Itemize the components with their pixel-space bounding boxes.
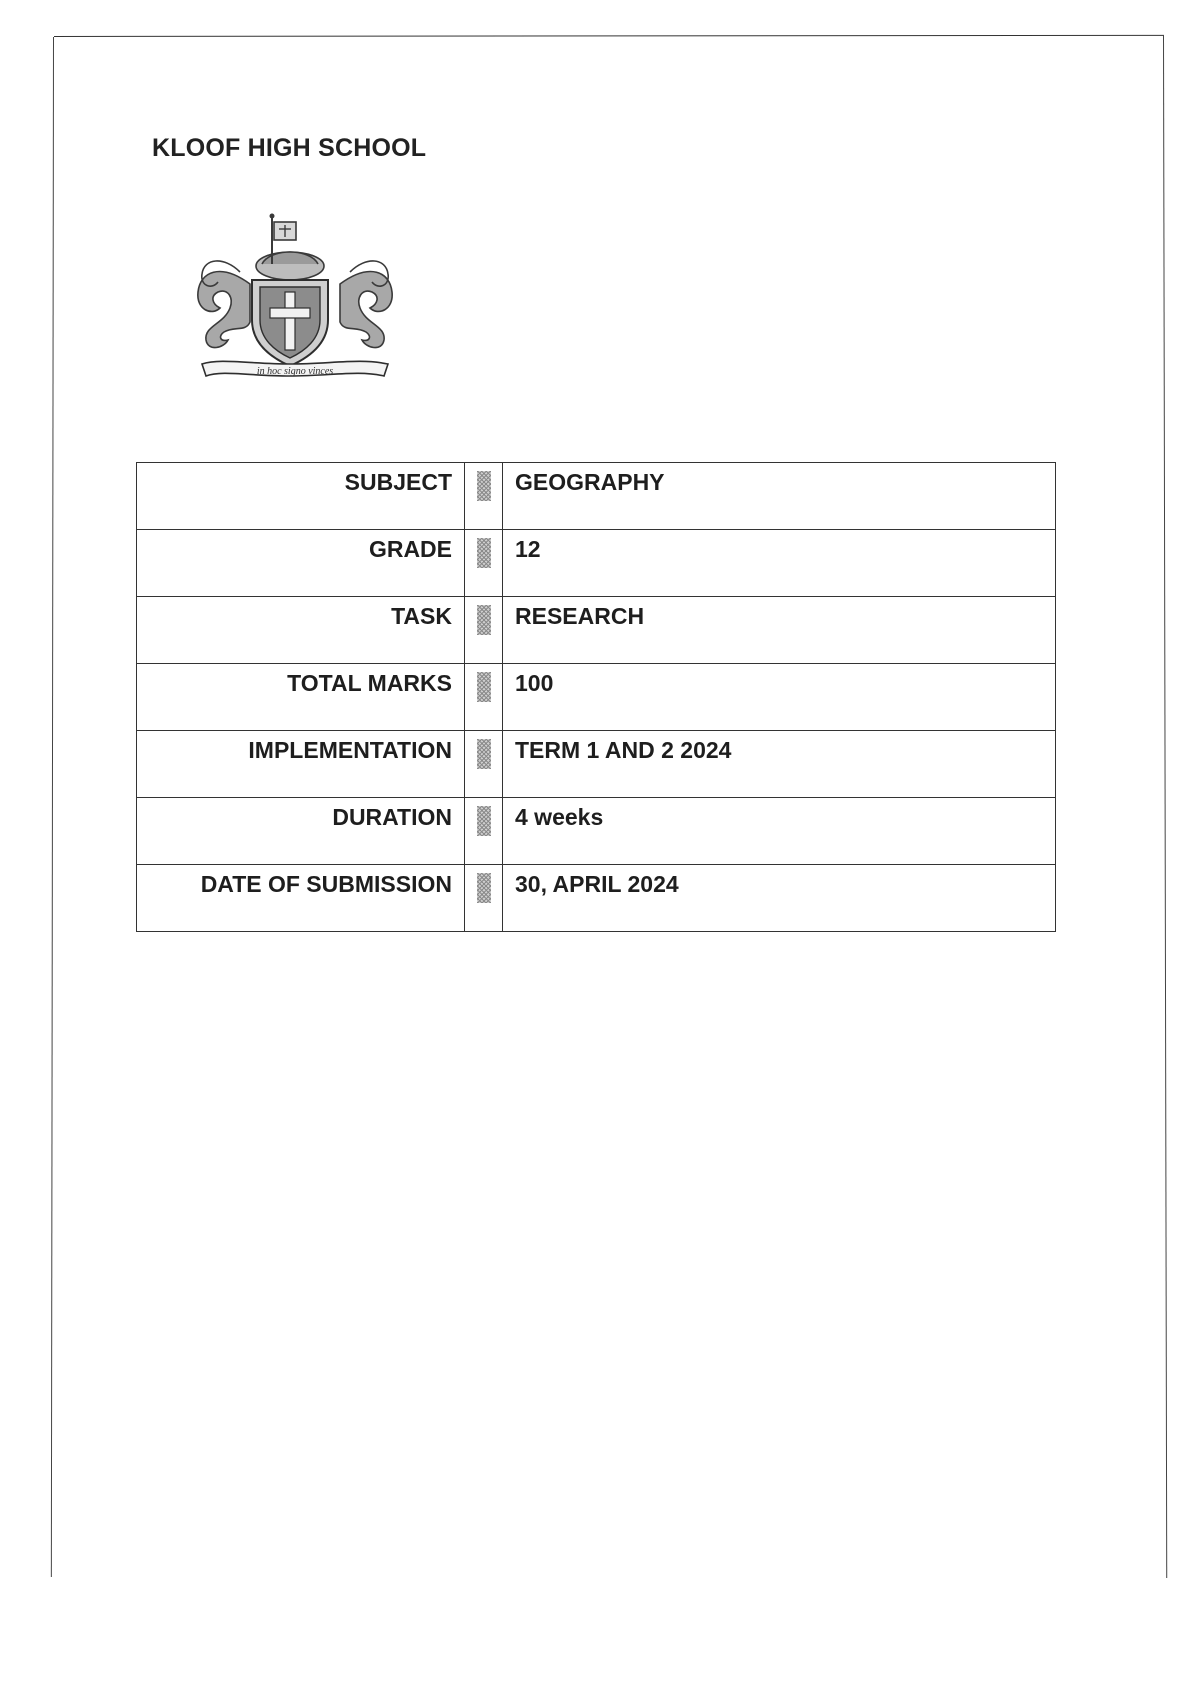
school-crest-logo — [190, 212, 400, 384]
table-row — [137, 865, 1056, 932]
detail-value: 100 — [503, 664, 1056, 731]
separator-mark — [465, 530, 503, 597]
assessment-details-table — [136, 462, 1056, 932]
table-row — [137, 798, 1056, 865]
page-border-left — [51, 37, 54, 1577]
table-row — [137, 731, 1056, 798]
detail-value: 12 — [503, 530, 1056, 597]
detail-value: TERM 1 AND 2 2024 — [503, 731, 1056, 798]
detail-label: TOTAL MARKS — [137, 664, 465, 731]
school-name: KLOOF HIGH SCHOOL — [152, 134, 427, 162]
table-row — [137, 463, 1056, 530]
detail-label: IMPLEMENTATION — [137, 731, 465, 798]
separator-mark — [465, 463, 503, 530]
page-border-top — [54, 35, 1164, 37]
table-row — [137, 664, 1056, 731]
separator-mark — [465, 597, 503, 664]
separator-mark — [465, 731, 503, 798]
detail-value: 30, APRIL 2024 — [503, 865, 1056, 932]
page-border-right — [1163, 35, 1167, 1578]
svg-text:in hoc signo vinces: in hoc signo vinces — [256, 366, 334, 377]
separator-mark — [465, 798, 503, 865]
detail-label: SUBJECT — [137, 463, 465, 530]
detail-label: TASK — [137, 597, 465, 664]
detail-label: DATE OF SUBMISSION — [137, 865, 465, 932]
table-row — [137, 597, 1056, 664]
detail-label: GRADE — [137, 530, 465, 597]
separator-mark — [465, 865, 503, 932]
detail-value: 4 weeks — [503, 798, 1056, 865]
table-row — [137, 530, 1056, 597]
detail-label: DURATION — [137, 798, 465, 865]
separator-mark — [465, 664, 503, 731]
detail-value: GEOGRAPHY — [503, 463, 1056, 530]
detail-value: RESEARCH — [503, 597, 1056, 664]
